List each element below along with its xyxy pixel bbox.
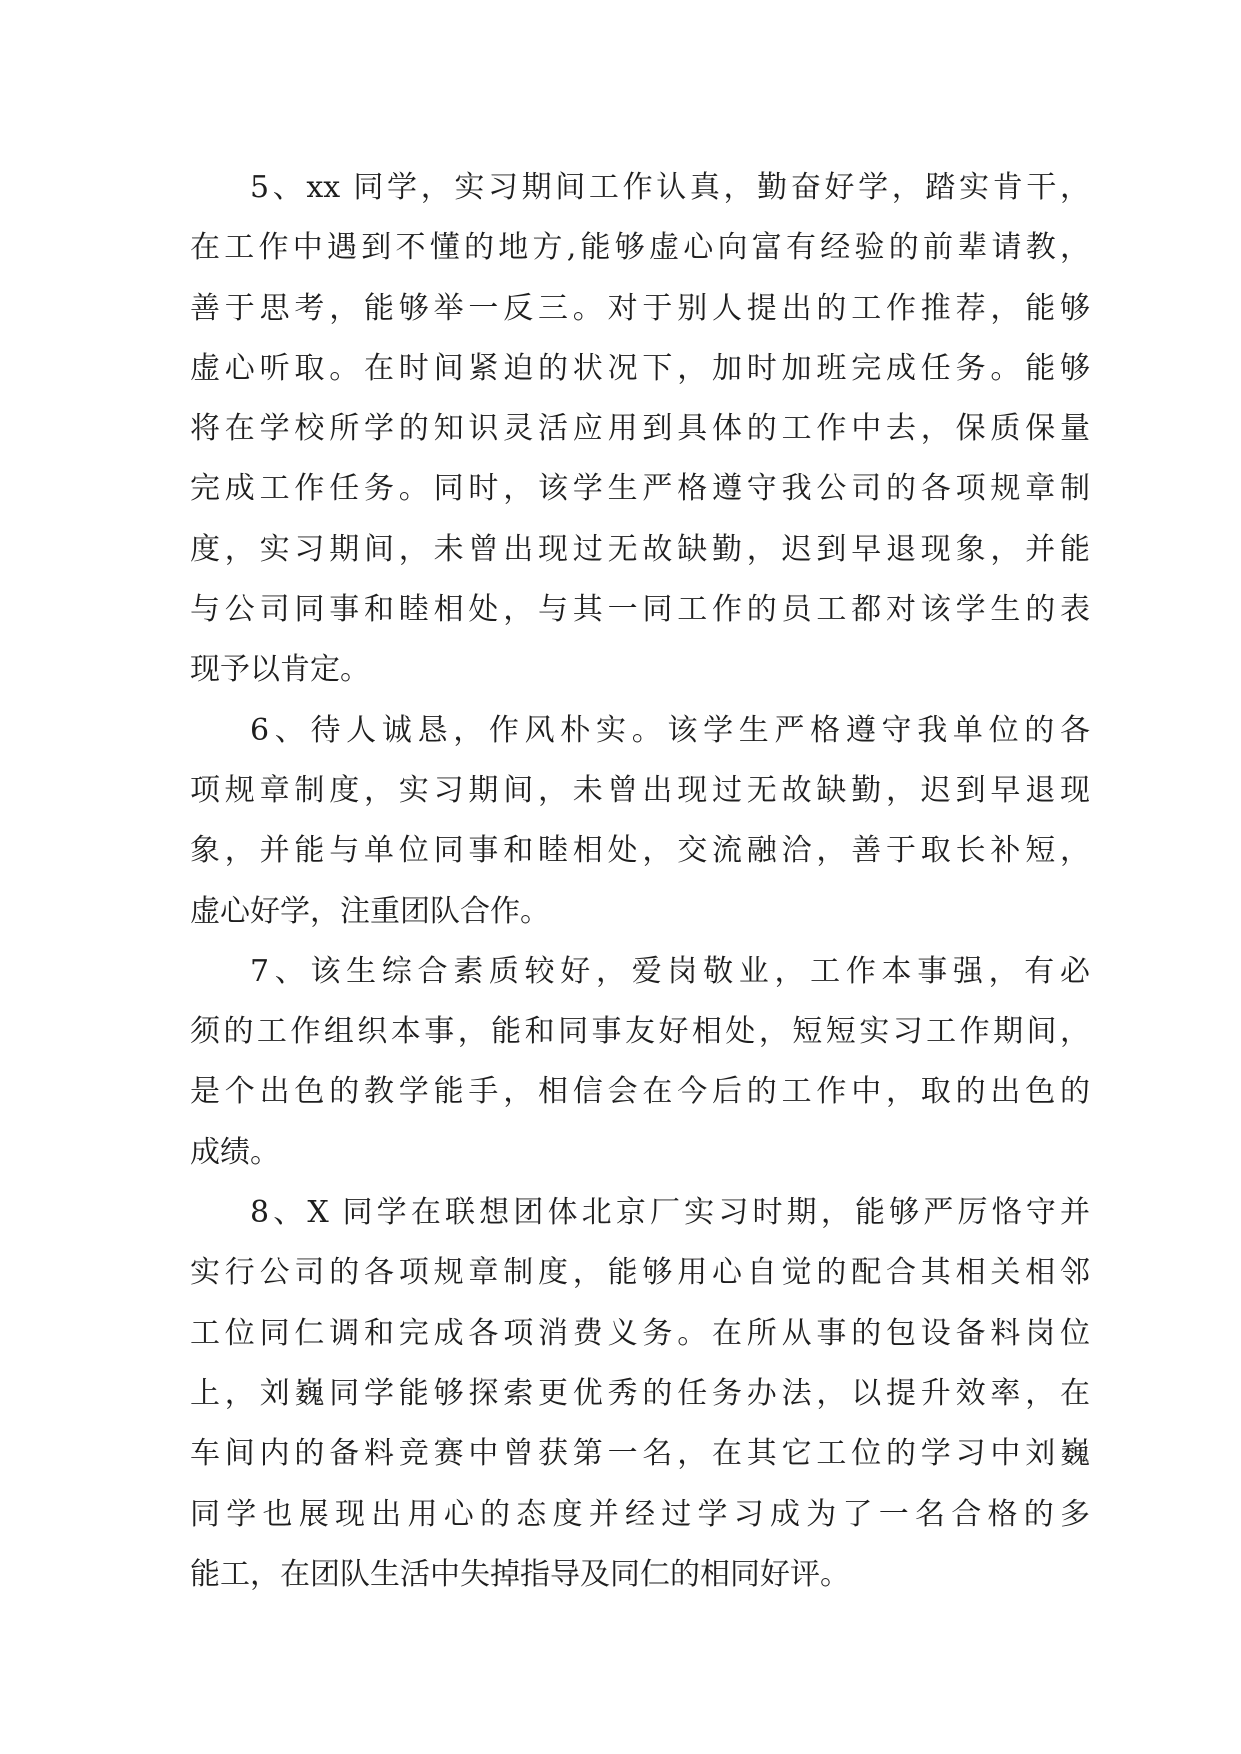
paragraph-line: 工位同仁调和完成各项消费义务。在所从事的包设备料岗位: [190, 1315, 1090, 1351]
paragraph-line: 与公司同事和睦相处，与其一同工作的员工都对该学生的表: [190, 592, 1090, 628]
paragraph-line: 善于思考，能够举一反三。对于别人提出的工作推荐，能够: [190, 290, 1090, 326]
paragraph-line: 项规章制度，实习期间，未曾出现过无故缺勤，迟到早退现: [190, 772, 1090, 808]
paragraph-line: 车间内的备料竞赛中曾获第一名，在其它工位的学习中刘巍: [190, 1436, 1090, 1472]
paragraph-line: 现予以肯定。: [190, 652, 370, 688]
document-body: [190, 158, 1090, 1605]
paragraph-line: 虚心好学，注重团队合作。: [190, 893, 550, 929]
paragraph-line: 7、该生综合素质较好，爱岗敬业，工作本事强，有必: [250, 953, 1090, 989]
paragraph-line: 完成工作任务。同时，该学生严格遵守我公司的各项规章制: [190, 471, 1090, 507]
paragraph-line: 上，刘巍同学能够探索更优秀的任务办法，以提升效率，在: [190, 1375, 1090, 1411]
paragraph-line: 6、待人诚恳，作风朴实。该学生严格遵守我单位的各: [250, 712, 1090, 748]
paragraph-line: 5、xx 同学，实习期间工作认真，勤奋好学，踏实肯干，: [250, 170, 1090, 205]
paragraph-line: 同学也展现出用心的态度并经过学习成为了一名合格的多: [190, 1496, 1090, 1532]
paragraph-line: 象，并能与单位同事和睦相处，交流融洽，善于取长补短，: [190, 833, 1090, 869]
paragraph-line: 在工作中遇到不懂的地方,能够虚心向富有经验的前辈请教，: [190, 230, 1090, 266]
paragraph-line: 是个出色的教学能手，相信会在今后的工作中，取的出色的: [190, 1074, 1090, 1110]
paragraph-line: 虚心听取。在时间紧迫的状况下，加时加班完成任务。能够: [190, 350, 1090, 386]
paragraph-8: [190, 1183, 1090, 1605]
paragraph-5: [190, 158, 1090, 701]
paragraph-6: [190, 701, 1090, 942]
paragraph-line: 度，实习期间，未曾出现过无故缺勤，迟到早退现象，并能: [190, 531, 1090, 567]
paragraph-line: 将在学校所学的知识灵活应用到具体的工作中去，保质保量: [190, 411, 1090, 447]
paragraph-line: 8、X 同学在联想团体北京厂实习时期，能够严厉恪守并: [250, 1195, 1090, 1231]
paragraph-line: 实行公司的各项规章制度，能够用心自觉的配合其相关相邻: [190, 1255, 1090, 1291]
paragraph-line: 能工，在团队生活中失掉指导及同仁的相同好评。: [190, 1556, 850, 1592]
paragraph-line: 成绩。: [190, 1134, 280, 1170]
paragraph-line: 须的工作组织本事，能和同事友好相处，短短实习工作期间，: [190, 1014, 1090, 1050]
paragraph-7: [190, 942, 1090, 1183]
